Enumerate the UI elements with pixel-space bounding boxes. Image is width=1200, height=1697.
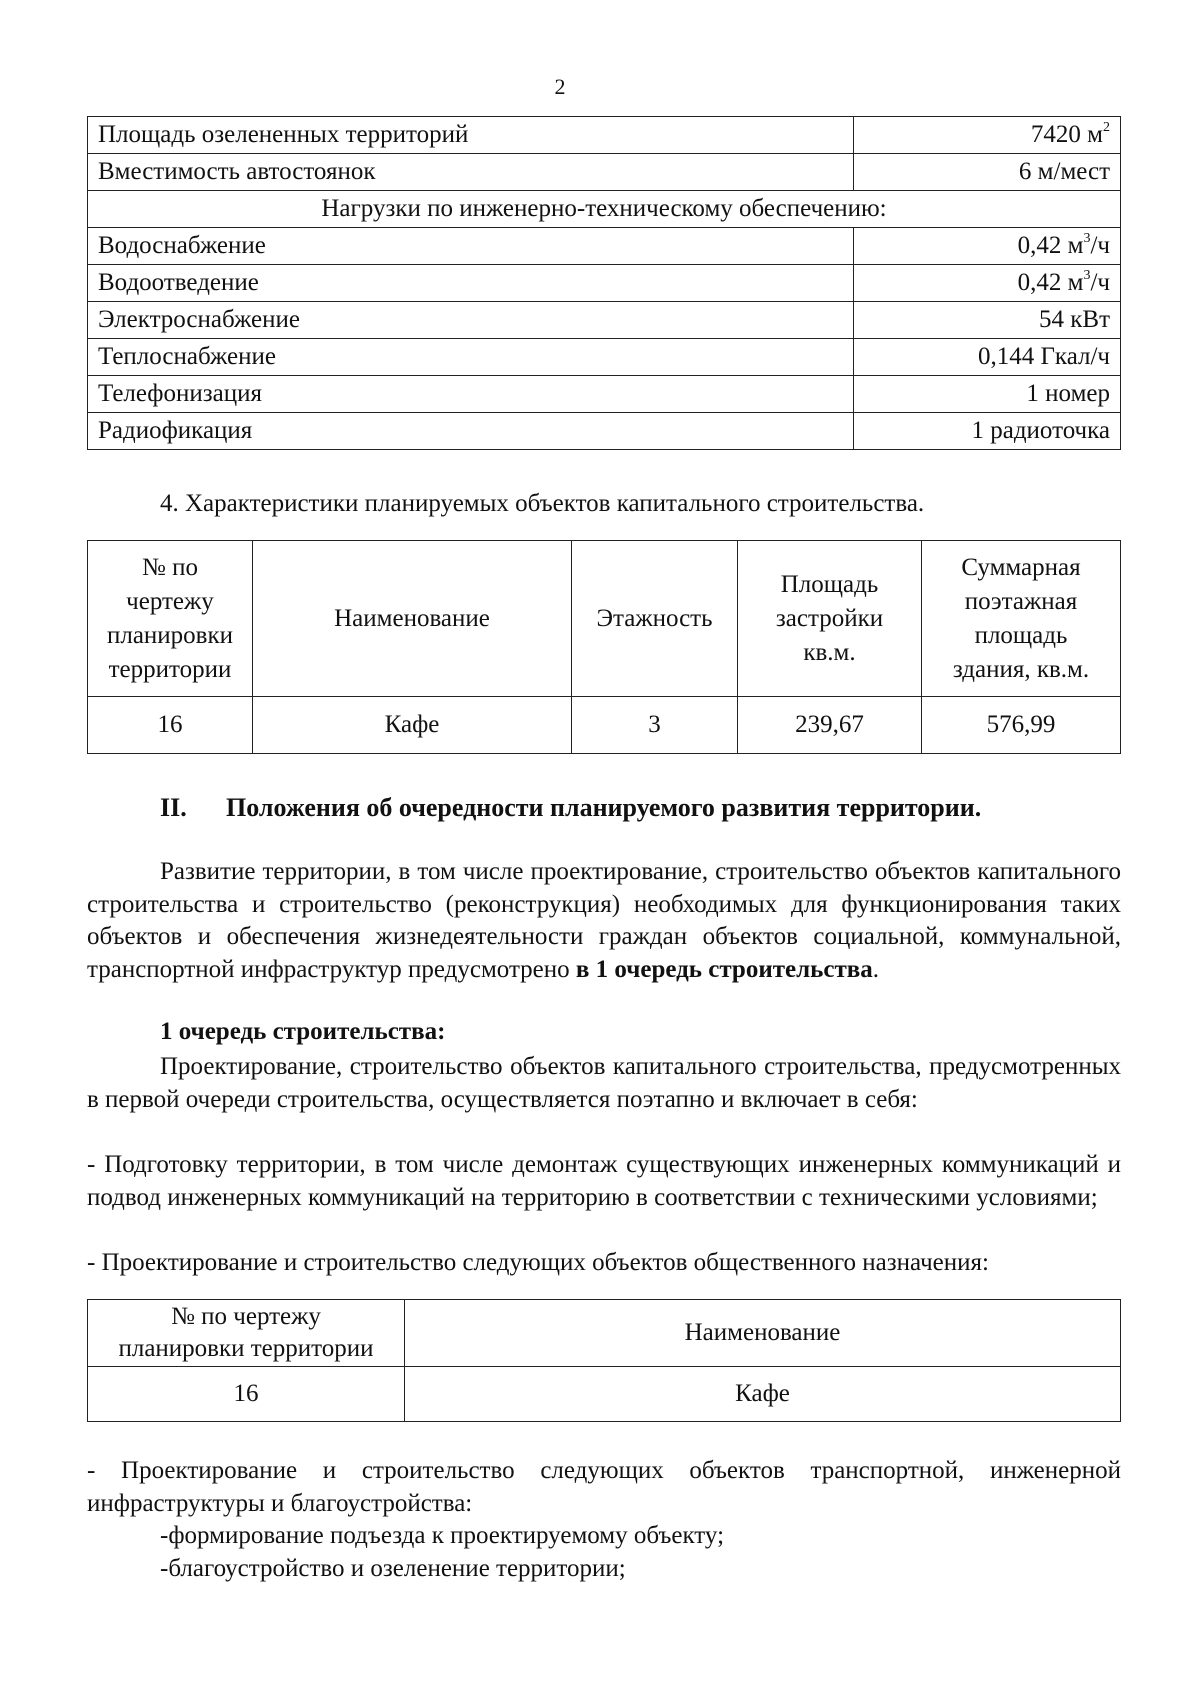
objects-table-header <box>88 541 1121 697</box>
table-row <box>88 1367 1121 1422</box>
paragraph-preparation: - Подготовку территории, в том числе демонтаж существующих инженерных коммуникаций и подвод инженерных коммуникаций на территорию в соответствии с техническими условиями; <box>87 1151 1121 1211</box>
header-floors: Этажность <box>572 541 738 697</box>
section-ii-text: Положения об очередности планируемого развития территории. <box>226 793 982 822</box>
paragraph-infrastructure: - Проектирование и строительство следующих объектов транспортной, инженерной инфраструктуры и благоустройства: <box>87 1457 1121 1517</box>
parameter-value: 0,144 Гкал/ч <box>854 339 1121 376</box>
parameter-label: Площадь озелененных территорий <box>88 117 854 154</box>
parameter-label: Телефонизация <box>88 376 854 413</box>
objects-table <box>87 540 1121 754</box>
parameter-value: 0,42 $м^3/ч$ <box>854 228 1121 265</box>
table-row <box>88 413 1121 450</box>
parameter-label: Электроснабжение <box>88 302 854 339</box>
parameter-value: 1 радиоточка <box>854 413 1121 450</box>
public-table-header <box>88 1300 1121 1367</box>
table-row <box>88 376 1121 413</box>
list-item: -формирование подъезда к проектируемому объекту; <box>160 1522 725 1549</box>
paragraph-development: Развитие территории, в том числе проектирование, строительство объектов капитального строительства и строительство (реконструкция) необходимых для функционирования таких объектов и обеспечения жизнедеятельности граждан объектов социальной, коммунальной, транспортной инфраструктур предусмотрено в 1 очередь строительства. <box>87 858 1121 983</box>
header-drawing-number: № по чертежу планировки территории <box>88 1300 405 1367</box>
parameters-table <box>87 116 1121 450</box>
parameter-label: Вместимость автостоянок <box>88 154 854 191</box>
cell-drawing-number: 16 <box>88 697 253 754</box>
section-4-heading: 4. Характеристики планируемых объектов капитального строительства. <box>160 490 925 517</box>
header-building-area: Площадь застройки кв.м. <box>738 541 922 697</box>
table-row <box>88 302 1121 339</box>
parameter-value: 54 кВт <box>854 302 1121 339</box>
cell-drawing-number: 16 <box>88 1367 405 1422</box>
list-item: -благоустройство и озеленение территории; <box>160 1555 626 1582</box>
subheading-first-stage: 1 очередь строительства: <box>160 1018 446 1045</box>
cell-name: Кафе <box>405 1367 1121 1422</box>
table-row <box>88 265 1121 302</box>
section-ii-title <box>160 793 1060 823</box>
parameter-value: 7420 $м^2$ <box>854 117 1121 154</box>
parameter-value: 6 м/мест <box>854 154 1121 191</box>
table-row <box>88 117 1121 154</box>
public-objects-table <box>87 1299 1121 1422</box>
parameter-value: 1 номер <box>854 376 1121 413</box>
parameter-label: Водоснабжение <box>88 228 854 265</box>
cell-floors: 3 <box>572 697 738 754</box>
cell-total-floor-area: 576,99 <box>922 697 1121 754</box>
parameter-label: Водоотведение <box>88 265 854 302</box>
parameter-value: 0,42 $м^3/ч$ <box>854 265 1121 302</box>
table-row <box>88 154 1121 191</box>
table-row <box>88 228 1121 265</box>
section-ii-number: II. <box>160 793 187 822</box>
header-name: Наименование <box>405 1300 1121 1367</box>
section-label: Нагрузки по инженерно-техническому обеспечению: <box>88 191 1121 228</box>
page-number: 2 <box>554 74 566 99</box>
header-name: Наименование <box>253 541 572 697</box>
table-row <box>88 697 1121 754</box>
header-total-floor-area: Суммарная поэтажная площадь здания, кв.м. <box>922 541 1121 697</box>
paragraph-design: Проектирование, строительство объектов капитального строительства, предусмотренных в первой очереди строительства, осуществляется поэтапно и включает в себя: <box>87 1053 1121 1113</box>
cell-name: Кафе <box>253 697 572 754</box>
parameter-label: Теплоснабжение <box>88 339 854 376</box>
cell-building-area: 239,67 <box>738 697 922 754</box>
header-drawing-number: № по чертежу планировки территории <box>88 541 253 697</box>
table-row <box>88 339 1121 376</box>
parameter-label: Радиофикация <box>88 413 854 450</box>
table-section-row <box>88 191 1121 228</box>
paragraph-public-objects: - Проектирование и строительство следующих объектов общественного назначения: <box>87 1249 989 1276</box>
